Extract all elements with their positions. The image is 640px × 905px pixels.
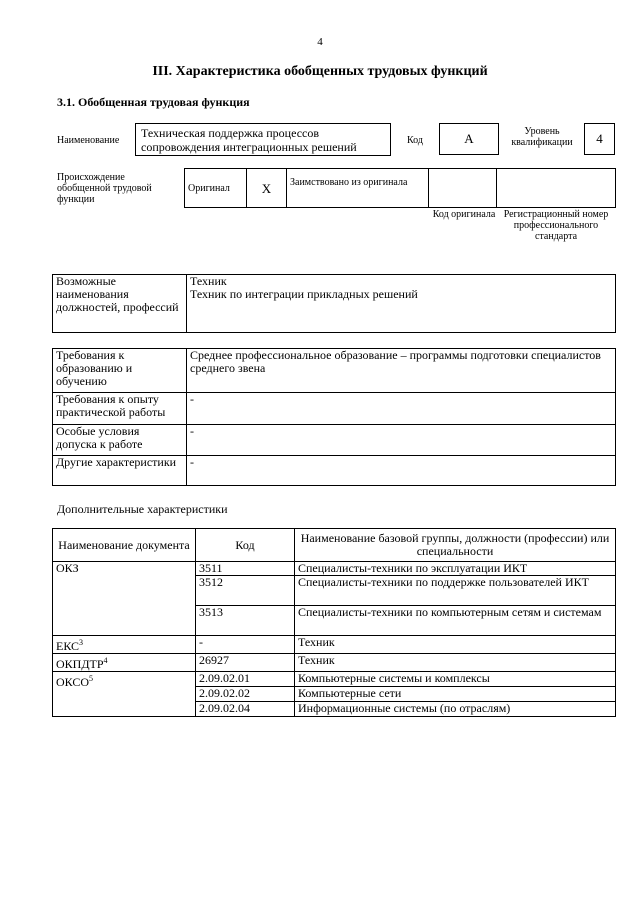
name-cell: Техник (295, 654, 616, 672)
borrowed-label: Заимствовано из оригинала (287, 169, 429, 208)
doc-cell: ЕКС$^3$ (53, 636, 196, 654)
name-cell: Техник (295, 636, 616, 654)
doc-cell: ОКСО$^5$ (53, 672, 196, 717)
code-cell: 26927 (196, 654, 295, 672)
original-mark: X (247, 169, 287, 208)
req-label: Требования к образованию и обучению (53, 349, 187, 393)
positions-values (187, 275, 616, 333)
positions-label: Возможные наименования должностей, профессий (53, 275, 187, 333)
level-label: Уровень квалификации (511, 126, 573, 148)
req-value: - (187, 456, 616, 486)
position-item: Техник (190, 274, 227, 288)
code-cell: 2.09.02.02 (196, 687, 295, 702)
doc-cell: ОКПДТР$^4$ (53, 654, 196, 672)
section-title: III. Характеристика обобщенных трудовых функций (152, 64, 488, 79)
code-original-caption: Код оригинала (432, 209, 496, 220)
req-label: Требования к опыту практической работы (53, 393, 187, 425)
header-code: Код (196, 529, 295, 562)
additional-title: Дополнительные характеристики (57, 502, 228, 516)
level-value: 4 (584, 123, 615, 155)
code-cell: 3512 (196, 576, 295, 606)
requirements-table (52, 348, 616, 486)
original-label: Оригинал (185, 169, 247, 208)
code-cell: 3511 (196, 562, 295, 576)
header-doc: Наименование документа (53, 529, 196, 562)
doc-cell: ОКЗ (53, 562, 196, 636)
position-item: Техник по интеграции прикладных решений (190, 287, 418, 301)
header-name: Наименование базовой группы, должности (профессии) или специальности (295, 529, 616, 562)
name-cell: Информационные системы (по отраслям) (295, 702, 616, 717)
code-cell: 2.09.02.04 (196, 702, 295, 717)
function-name-value: Техническая поддержка процессов сопровождения интеграционных решений (141, 126, 357, 154)
name-cell: Компьютерные системы и комплексы (295, 672, 616, 687)
name-cell: Специалисты-техники по компьютерным сетям и системам (295, 606, 616, 636)
req-value: Среднее профессиональное образование – программы подготовки специалистов среднего звена (187, 349, 616, 393)
subsection-title: 3.1. Обобщенная трудовая функция (57, 95, 250, 109)
name-cell: Компьютерные сети (295, 687, 616, 702)
code-cell: 3513 (196, 606, 295, 636)
function-name-box (135, 123, 391, 156)
req-value: - (187, 393, 616, 425)
code-cell: - (196, 636, 295, 654)
req-label: Особые условия допуска к работе (53, 425, 187, 456)
req-value: - (187, 425, 616, 456)
positions-table (52, 274, 616, 333)
name-label: Наименование (57, 135, 120, 146)
origin-table (184, 168, 616, 208)
page-number: 4 (317, 36, 323, 48)
additional-table (52, 528, 616, 717)
origin-label: Происхождение обобщенной трудовой функции (57, 172, 152, 205)
code-label: Код (407, 135, 423, 146)
name-cell: Специалисты-техники по эксплуатации ИКТ (295, 562, 616, 576)
code-value: A (439, 123, 499, 155)
reg-number-cell (497, 169, 616, 208)
req-label: Другие характеристики (53, 456, 187, 486)
code-original-cell (429, 169, 497, 208)
name-cell: Специалисты-техники по поддержке пользователей ИКТ (295, 576, 616, 606)
reg-number-caption: Регистрационный номер профессионального стандарта (503, 209, 609, 242)
code-cell: 2.09.02.01 (196, 672, 295, 687)
